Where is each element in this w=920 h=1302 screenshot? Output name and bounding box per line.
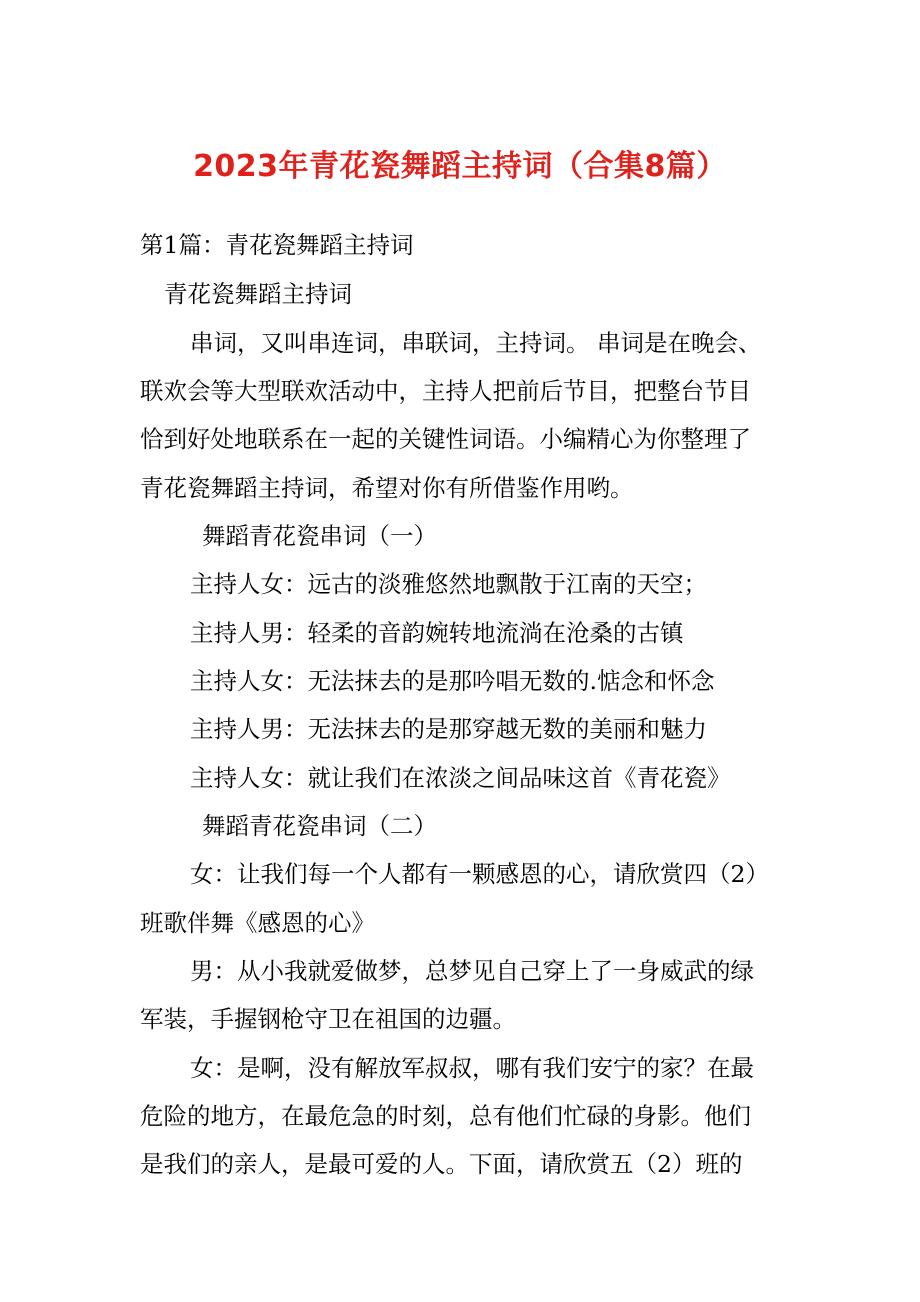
dialogue-line: 军装，手握钢枪守卫在祖国的边疆。 [140, 1005, 516, 1033]
dialogue-line: 危险的地方，在最危急的时刻，总有他们忙碌的身影。他们 [140, 1102, 751, 1130]
dialogue-line: 主持人女：无法抹去的是那吟唱无数的.惦念和怀念 [190, 667, 715, 695]
paragraph-line: 恰到好处地联系在一起的关键性词语。小编精心为你整理了 [140, 425, 751, 453]
subheading: 青花瓷舞蹈主持词 [164, 280, 352, 308]
dialogue-line: 主持人女：就让我们在浓淡之间品味这首《青花瓷》 [190, 764, 731, 792]
dialogue-line: 主持人男：无法抹去的是那穿越无数的美丽和魅力 [190, 715, 707, 743]
subheading: 舞蹈青花瓷串词（一） [202, 522, 437, 550]
dialogue-line: 是我们的亲人，是最可爱的人。下面，请欣赏五（2）班的 [140, 1150, 743, 1178]
paragraph-line: 青花瓷舞蹈主持词，希望对你有所借鉴作用哟。 [140, 474, 634, 502]
subheading: 舞蹈青花瓷串词（二） [202, 812, 437, 840]
dialogue-line: 男：从小我就爱做梦，总梦见自己穿上了一身威武的绿 [190, 957, 754, 985]
paragraph-line: 串词，又叫串连词，串联词，主持词。 串词是在晚会、 [190, 329, 762, 357]
dialogue-line: 主持人女：远古的淡雅悠然地飘散于江南的天空； [190, 570, 707, 598]
document-title: 2023年青花瓷舞蹈主持词（合集8篇） [193, 149, 727, 184]
dialogue-line: 女：让我们每一个人都有一颗感恩的心，请欣赏四（2） [190, 860, 769, 888]
section-heading: 第1篇：青花瓷舞蹈主持词 [140, 231, 414, 259]
dialogue-line: 班歌伴舞《感恩的心》 [140, 909, 375, 937]
paragraph-line: 联欢会等大型联欢活动中，主持人把前后节目，把整台节目 [140, 377, 751, 405]
dialogue-line: 主持人男：轻柔的音韵婉转地流淌在沧桑的古镇 [190, 619, 684, 647]
dialogue-line: 女：是啊，没有解放军叔叔，哪有我们安宁的家？在最 [190, 1054, 754, 1082]
